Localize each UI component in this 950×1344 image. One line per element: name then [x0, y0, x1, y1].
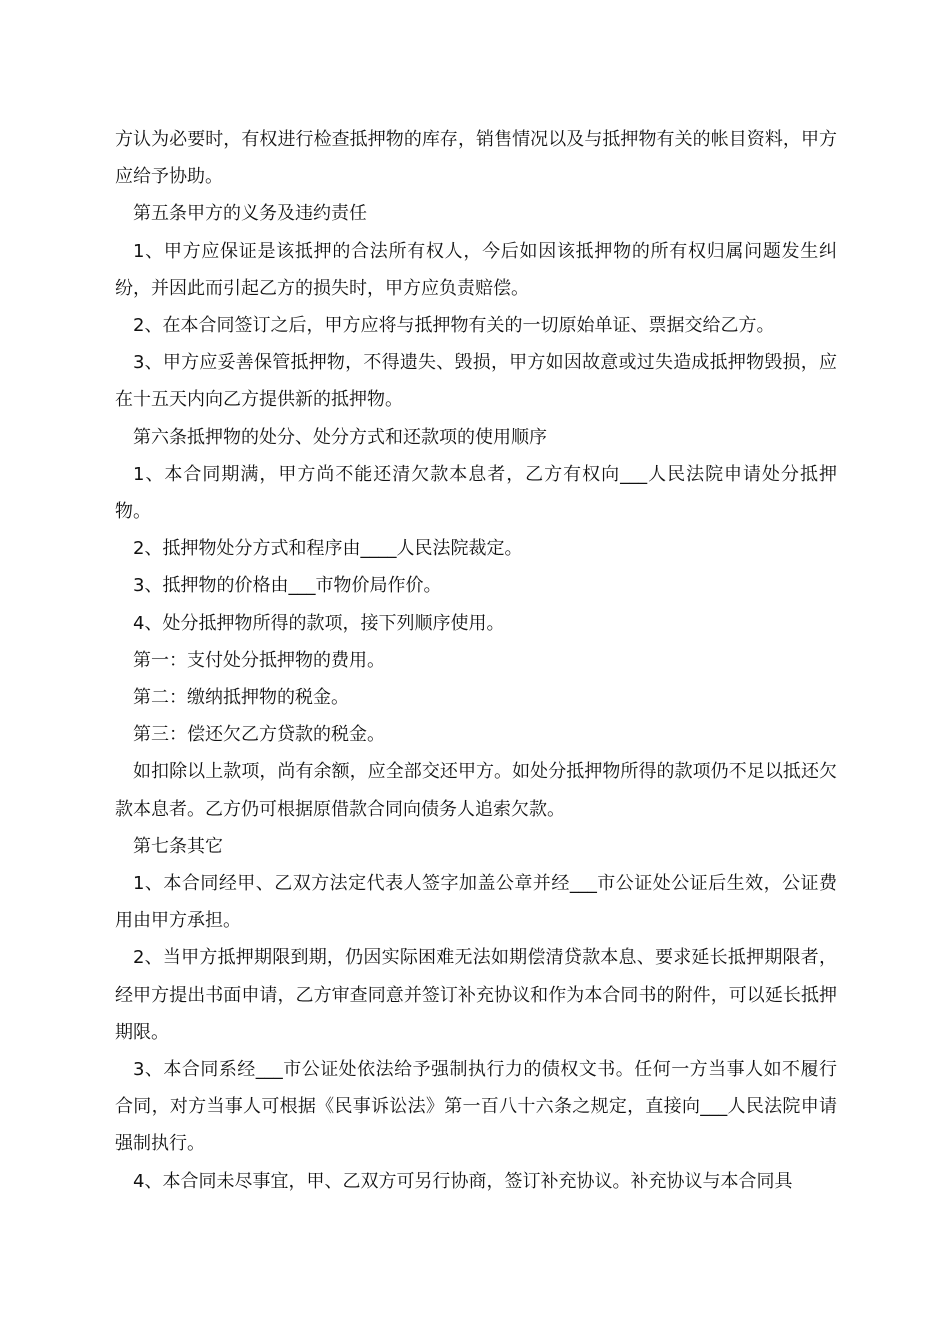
paragraph: 3、本合同系经___市公证处依法给予强制执行力的债权文书。任何一方当事人如不履行合同，对方当事人可根据《民事诉讼法》第一百八十六条之规定，直接向___人民法院申请强制执行。 — [115, 1059, 837, 1155]
article-6-heading: 第六条抵押物的处分、处分方式和还款项的使用顺序 — [133, 426, 547, 448]
paragraph: 第一：支付处分抵押物的费用。 — [133, 649, 385, 671]
paragraph: 2、抵押物处分方式和程序由____人民法院裁定。 — [133, 538, 523, 560]
document-page — [115, 121, 837, 1200]
paragraph: 2、在本合同签订之后，甲方应将与抵押物有关的一切原始单证、票据交给乙方。 — [133, 315, 775, 337]
paragraph: 4、本合同未尽事宜，甲、乙双方可另行协商，签订补充协议。补充协议与本合同具 — [133, 1170, 793, 1192]
article-5-heading: 第五条甲方的义务及违约责任 — [133, 203, 367, 225]
paragraph: 4、处分抵押物所得的款项，接下列顺序使用。 — [133, 612, 505, 634]
paragraph: 3、甲方应妥善保管抵押物，不得遗失、毁损，甲方如因故意或过失造成抵押物毁损，应在十五天内向乙方提供新的抵押物。 — [115, 352, 837, 411]
paragraph: 3、抵押物的价格由___市物价局作价。 — [133, 575, 442, 597]
article-7-heading: 第七条其它 — [133, 835, 223, 857]
paragraph: 1、本合同期满，甲方尚不能还清欠款本息者，乙方有权向___人民法院申请处分抵押物。 — [115, 463, 837, 523]
paragraph: 2、当甲方抵押期限到期，仍因实际困难无法如期偿清贷款本息、要求延长抵押期限者，经甲方提出书面申请，乙方审查同意并签订补充协议和作为本合同书的附件，可以延长抵押期限。 — [115, 947, 837, 1043]
paragraph: 1、甲方应保证是该抵押的合法所有权人，今后如因该抵押物的所有权归属问题发生纠纷，并因此而引起乙方的损失时，甲方应负责赔偿。 — [115, 240, 837, 299]
paragraph: 1、本合同经甲、乙双方法定代表人签字加盖公章并经___市公证处公证后生效，公证费用由甲方承担。 — [115, 873, 837, 932]
paragraph: 第二：缴纳抵押物的税金。 — [133, 687, 349, 709]
paragraph: 第三：偿还欠乙方贷款的税金。 — [133, 724, 385, 746]
paragraph: 如扣除以上款项，尚有余额，应全部交还甲方。如处分抵押物所得的款项仍不足以抵还欠款本息者。乙方仍可根据原借款合同向债务人追索欠款。 — [115, 761, 837, 820]
paragraph-continued: 方认为必要时，有权进行检查抵押物的库存，销售情况以及与抵押物有关的帐目资料，甲方应给予协助。 — [115, 129, 837, 188]
